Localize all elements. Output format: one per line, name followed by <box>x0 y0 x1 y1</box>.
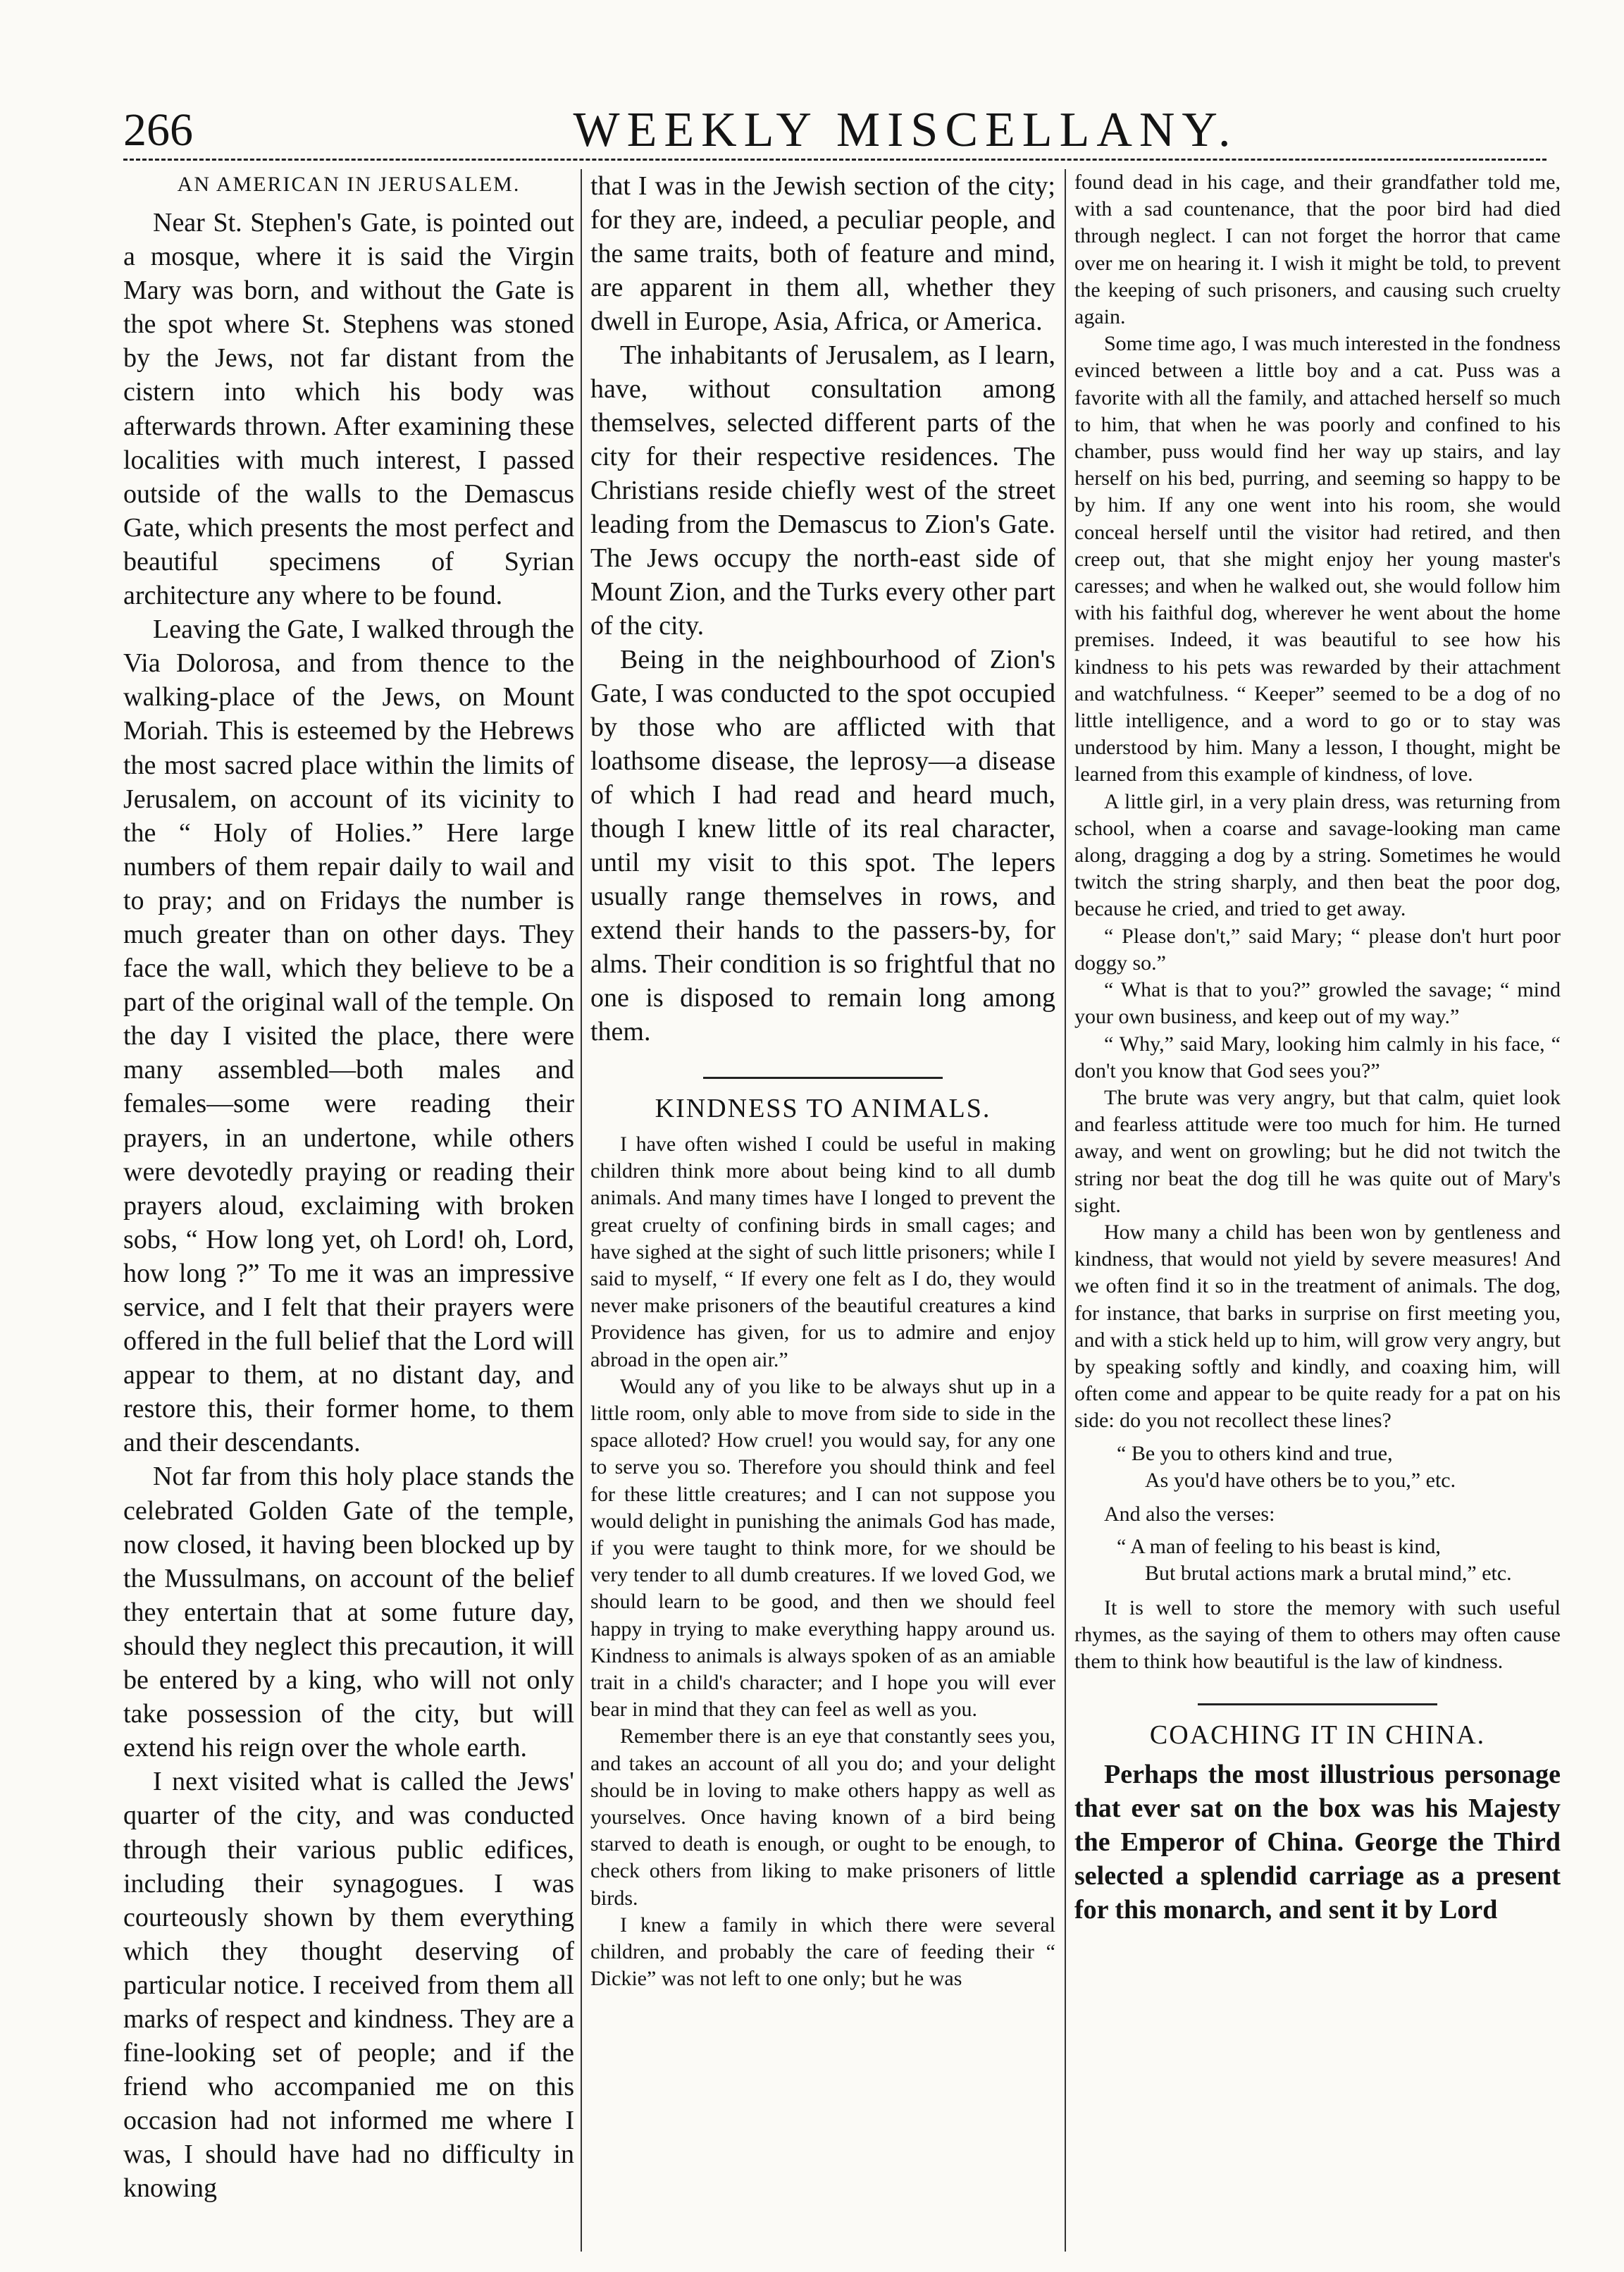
column-divider <box>581 169 582 2252</box>
paragraph: Leaving the Gate, I walked through the Via Dolorosa, and from thence to the walking-place of the Jews, on Mount Moriah. This is esteemed by the Hebrews the most sacred place within the limits of Jerusalem, on account of its vicinity to the “ Holy of Holies.” Here large numbers of them repair daily to wail and to pray; and on Fridays the number is much greater than on other days. They face the wall, which they believe to be a part of the original wall of the temple. On the day I visited the place, there were many assembled—both males and females—some were reading their prayers, in an undertone, while others were devotedly praying or reading their prayers aloud, exclaiming with broken sobs, “ How long yet, oh Lord! oh, Lord, how long ?” To me it was an impressive service, and I felt that their prayers were offered in the full belief that the Lord will appear to them, at no distant day, and restore this, their former home, to them and their descendants. <box>123 615 574 1458</box>
verse <box>1117 1533 1561 1587</box>
paragraph: Would any of you like to be always shut up in a little room, only able to move from side to side in the space alloted? How cruel! you would say, for any one to serve you so. Therefore you should think and feel for these little creatures; and I can not suppose you would delight in punishing the animals God has made, if you were taught to think more, for we should be very tender to all dumb creatures. If we loved God, we should learn to be good, and then we should feel happy in trying to make everything happy around us. Kindness to animals is always spoken of as an amiable trait in a child's character; and I hope you will ever bear in mind that they can feel as well as you. <box>590 1374 1055 1722</box>
paragraph: The brute was very angry, but that calm, quiet look and fearless attitude were too much for him. He turned away, and went on growling; but he did not twitch the string nor beat the dog till he was quite out of Mary's sight. <box>1074 1085 1561 1217</box>
verse-line: As you'd have others be to you,” etc. <box>1145 1468 1456 1492</box>
paragraph: Some time ago, I was much interested in the fondness evinced between a little boy and a cat. Puss was a favorite with all the family, and attached herself so much to him, that when he was poorly and confined to his chamber, puss would find her way up stairs, and lay herself on his bed, purring, and seeming so happy to be by him. If any one went into his room, she would conceal herself until the visitor had retired, and then creep out, that she might enjoy her young master's caresses; and when he walked out, she would follow him with his faithful dog, wherever he went about the home premises. Indeed, it was beautiful to see how his kindness to his pets was rewarded by their attachment and watchfulness. “ Keeper” seemed to be a dog of no little intelligence, and a word to go or to stay was understood by him. Many a lesson, I thought, might be learned from this example of kindness, of love. <box>1074 332 1561 786</box>
header-rule <box>123 159 1546 161</box>
section-rule <box>1198 1703 1437 1705</box>
column-divider <box>1065 169 1066 2252</box>
verse-line: But brutal actions mark a brutal mind,” etc. <box>1145 1562 1512 1586</box>
paragraph: Not far from this holy place stands the celebrated Golden Gate of the temple, now closed, it having been blocked up by the Mussulmans, on account of the belief they entertain that at some future day, should they neglect this precaution, it will be entered by a king, who will not only take possession of the city, but will extend his reign over the whole earth. <box>123 1462 574 1763</box>
paragraph: “ Why,” said Mary, looking him calmly in his face, “ don't you know that God sees you?” <box>1074 1032 1561 1082</box>
article-title: COACHING IT IN CHINA. <box>1149 1720 1486 1751</box>
paragraph: A little girl, in a very plain dress, was returning from school, when a coarse and savage-looking man came along, dragging a dog by a string. Sometimes he would twitch the string sharply, and then beat the poor dog, because he cried, and tried to get away. <box>1074 789 1561 921</box>
section-rule <box>703 1077 943 1079</box>
article-title: KINDNESS TO ANIMALS. <box>655 1094 991 1123</box>
paragraph: “ What is that to you?” growled the savage; “ mind your own business, and keep out of my way.” <box>1074 978 1561 1029</box>
paragraph: Perhaps the most illustrious personage that ever sat on the box was his Majesty the Emperor of China. George the Third selected a splendid carriage as a present for this monarch, and sent it by Lord <box>1074 1760 1561 1925</box>
verse-line: “ Be you to others kind and true, <box>1117 1441 1393 1465</box>
paragraph: I have often wished I could be useful in making children think more about being kind to all dumb animals. And many times have I longed to prevent the great cruelty of confining birds in small cages; and have sighed at the sight of such little prisoners; while I said to myself, “ If every one felt as I do, they would never make prisoners of the beautiful creatures a kind Providence has given, for us to admire and enjoy abroad in the open air.” <box>590 1132 1055 1371</box>
article-title: AN AMERICAN IN JERUSALEM. <box>177 173 521 196</box>
paragraph: found dead in his cage, and their grandfather told me, with a sad countenance, that the poor bird had died through neglect. I can not forget the horror that came over me on hearing it. I wish it might be told, to prevent the keeping of such prisoners, and causing such cruelty again. <box>1074 171 1561 329</box>
column-1 <box>123 169 574 2266</box>
column-2 <box>590 169 1055 2266</box>
page-number: 266 <box>123 104 193 156</box>
masthead: WEEKLY MISCELLANY. <box>573 103 1238 157</box>
column-3 <box>1074 169 1561 2266</box>
page-header <box>123 103 1525 157</box>
paragraph: Remember there is an eye that constantly sees you, and takes an account of all you do; and your delight should be in loving to make others happy as well as yourselves. Once having known of a bird being starved to death is enough, or ought to be enough, to check others from liking to make prisoners of little birds. <box>590 1724 1055 1910</box>
paragraph: I next visited what is called the Jews' quarter of the city, and was conducted through their various public edifices, including their synagogues. I was courteously shown by them everything which they thought deserving of particular notice. I received from them all marks of respect and kindness. They are a fine-looking set of people; and if the friend who accompanied me on this occasion had not informed me where I was, I should have had no difficulty in knowing <box>123 1767 574 2204</box>
paragraph: The inhabitants of Jerusalem, as I learn, have, without consultation among themselves, selected different parts of the city for their respective residences. The Christians reside chiefly west of the street leading from the Demascus to Zion's Gate. The Jews occupy the north-east side of Mount Zion, and the Turks every other part of the city. <box>590 340 1055 641</box>
paragraph: “ Please don't,” said Mary; “ please don't hurt poor doggy so.” <box>1074 924 1561 975</box>
paragraph: Being in the neighbourhood of Zion's Gate, I was conducted to the spot occupied by those who are afflicted with that loathsome disease, the leprosy—a disease of which I had read and heard much, though I knew little of its real character, until my visit to this spot. The lepers usually range themselves in rows, and extend their hands to the passers-by, for alms. Their condition is so frightful that no one is disposed to remain long among them. <box>590 645 1055 1047</box>
paragraph: I knew a family in which there were several children, and probably the care of feeding their “ Dickie” was not left to one only; but he was <box>590 1913 1055 1991</box>
paragraph: It is well to store the memory with such useful rhymes, as the saying of them to others may often cause them to think how beautiful is the law of kindness. <box>1074 1595 1561 1673</box>
paragraph: And also the verses: <box>1104 1502 1275 1526</box>
paragraph: that I was in the Jewish section of the city; for they are, indeed, a peculiar people, and the same traits, both of feature and mind, are apparent in them all, whether they dwell in Europe, Asia, Africa, or America. <box>590 171 1055 336</box>
verse-line: “ A man of feeling to his beast is kind, <box>1117 1535 1441 1559</box>
paragraph: How many a child has been won by gentleness and kindness, that would not yield by severe measures! And we often find it so in the treatment of animals. The dog, for instance, that barks in surprise on first meeting you, and with a stick held up to him, will grow very angry, but by speaking softly and kindly, and coaxing him, will often come and appear to be quite ready for a pat on his side: do you not recollect these lines? <box>1074 1220 1561 1433</box>
paragraph: Near St. Stephen's Gate, is pointed out a mosque, where it is said the Virgin Mary was born, and without the Gate is the spot where St. Stephens was stoned by the Jews, not far distant from the cistern into which his body was afterwards thrown. After examining these localities with much interest, I passed outside of the walls to the Demascus Gate, which presents the most perfect and beautiful specimens of Syrian architecture any where to be found. <box>123 208 574 611</box>
verse <box>1117 1440 1561 1494</box>
